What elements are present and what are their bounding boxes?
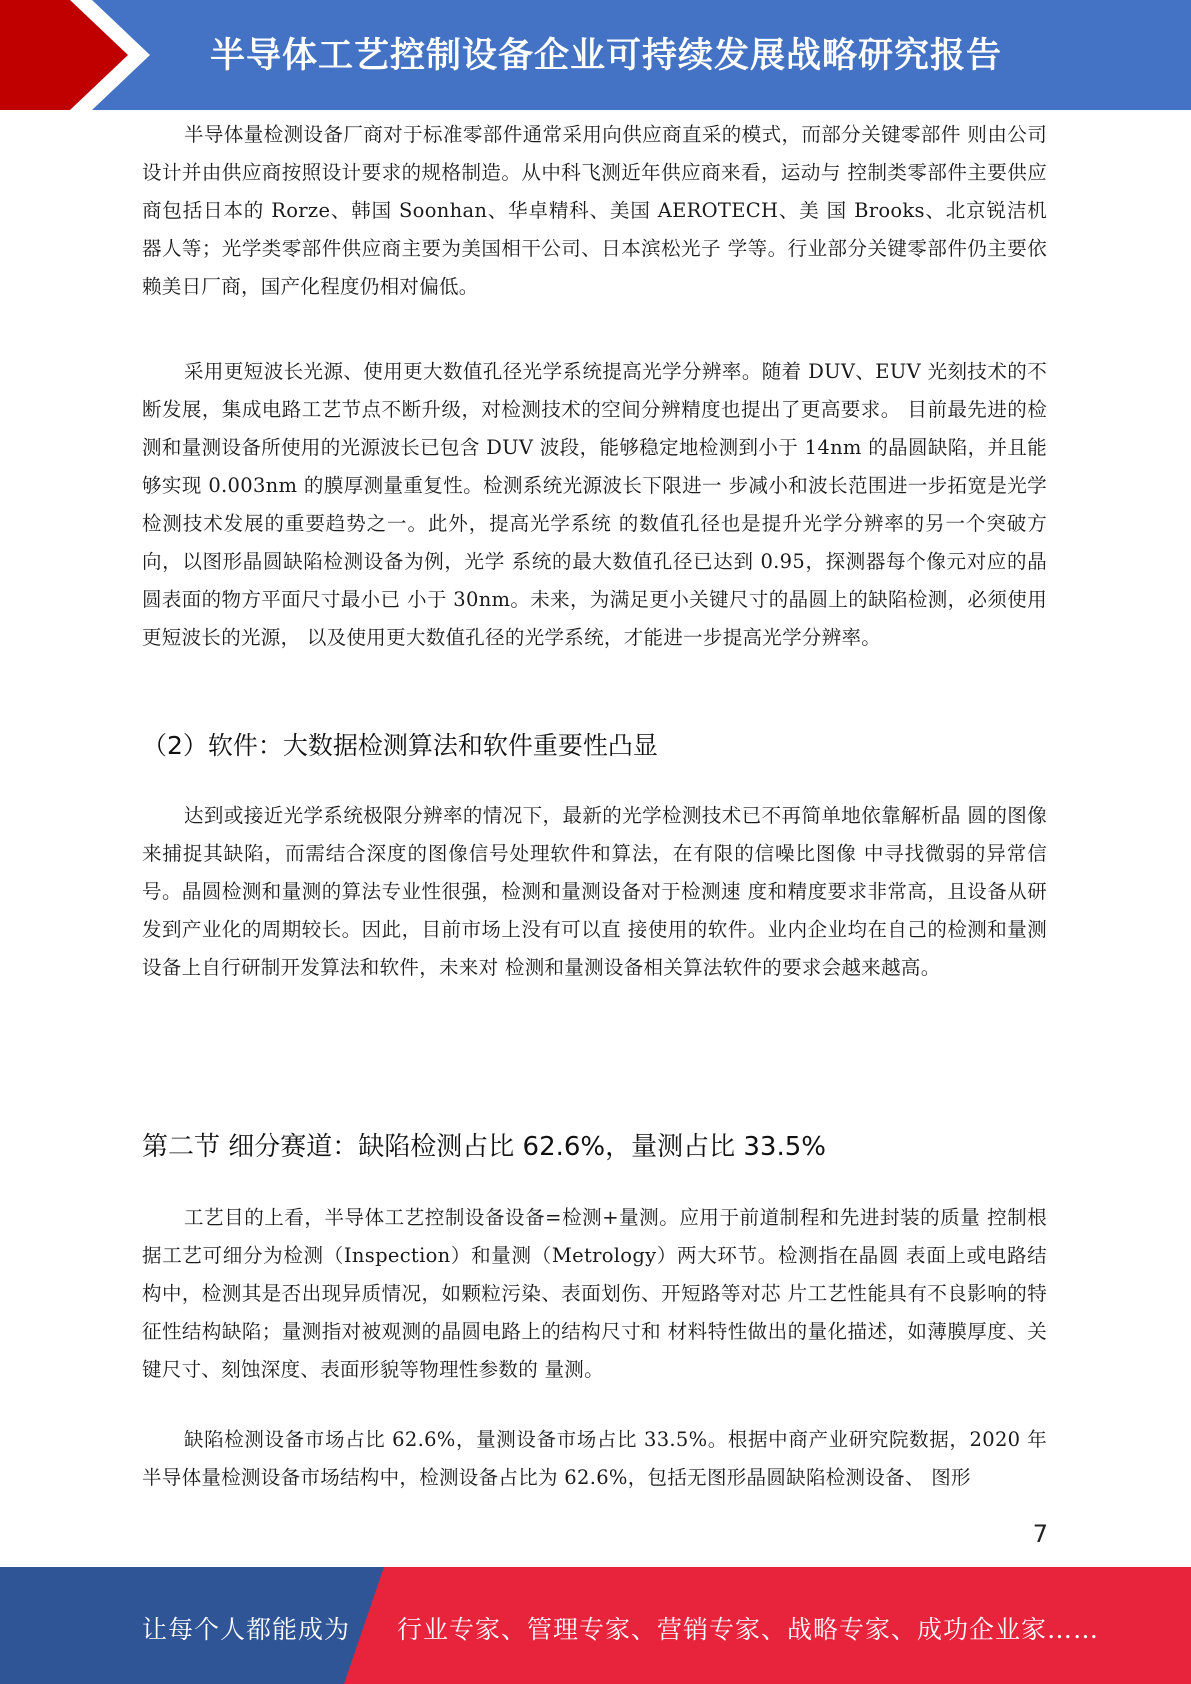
- footer-slogan-right: 行业专家、管理专家、营销专家、战略专家、成功企业家……: [397, 1615, 1100, 1644]
- header-red-block: [0, 0, 148, 110]
- subheading-software: （2）软件：大数据检测算法和软件重要性凸显: [142, 731, 658, 760]
- report-header: [0, 0, 1191, 110]
- footer-slogan-left: 让每个人都能成为: [142, 1615, 351, 1644]
- paragraph-optical-resolution: 采用更短波长光源、使用更大数值孔径光学系统提高光学分辨率。随着 DUV、EUV 光刻技术的不断发展，集成电路工艺节点不断升级，对检测技术的空间分辨精度也提出了更高要求。 目前最先进的检测和量测设备所使用的光源波长已包含 DUV 波段，能够稳定地检测到小于 14nm 的晶圆缺陷，并且能够实现 0.003nm 的膜厚测量重复性。检测系统光源波长下限进一 步减小和波长范围进一步拓宽是光学检测技术发展的重要趋势之一。此外，提高光学系统 的数值孔径也是提升光学分辨率的另一个突破方向，以图形晶圆缺陷检测设备为例，光学 系统的最大数值孔径已达到 0.95，探测器每个像元对应的晶圆表面的物方平面尺寸最小已 小于 30nm。未来，为满足更小关键尺寸的晶圆上的缺陷检测，必须使用更短波长的光源， 以及使用更大数值孔径的光学系统，才能进一步提高光学分辨率。: [142, 360, 1047, 649]
- paragraph-market-share: 缺陷检测设备市场占比 62.6%，量测设备市场占比 33.5%。根据中商产业研究院数据，2020 年半导体量检测设备市场结构中，检测设备占比为 62.6%，包括无图形晶圆缺陷检测设备、 图形: [142, 1428, 1047, 1489]
- page-number: 7: [1032, 1520, 1048, 1548]
- report-footer: [0, 1567, 1191, 1684]
- paragraph-software: 达到或接近光学系统极限分辨率的情况下，最新的光学检测技术已不再简单地依靠解析晶 圆的图像来捕捉其缺陷，而需结合深度的图像信号处理软件和算法，在有限的信噪比图像 中寻找微弱的异常信号。晶圆检测和量测的算法专业性很强，检测和量测设备对于检测速 度和精度要求非常高，且设备从研发到产业化的周期较长。因此，目前市场上没有可以直 接使用的软件。业内企业均在自己的检测和量测设备上自行研制开发算法和软件，未来对 检测和量测设备相关算法软件的要求会越来越高。: [142, 804, 1047, 979]
- report-title: 半导体工艺控制设备企业可持续发展战略研究报告: [210, 36, 1003, 76]
- paragraph-suppliers: 半导体量检测设备厂商对于标准零部件通常采用向供应商直采的模式，而部分关键零部件 则由公司设计并由供应商按照设计要求的规格制造。从中科飞测近年供应商来看，运动与 控制类零部件主要供应商包括日本的 Rorze、韩国 Soonhan、华卓精科、美国 AEROTECH、美 国 Brooks、北京锐洁机器人等；光学类零部件供应商主要为美国相干公司、日本滨松光子 学等。行业部分关键零部件仍主要依赖美日厂商，国产化程度仍相对偏低。: [142, 123, 1047, 298]
- paragraph-inspection-metrology: 工艺目的上看，半导体工艺控制设备设备=检测+量测。应用于前道制程和先进封装的质量 控制根据工艺可细分为检测（Inspection）和量测（Metrology）两大环节。检测指在晶圆 表面上或电路结构中，检测其是否出现异质情况，如颗粒污染、表面划伤、开短路等对芯 片工艺性能具有不良影响的特征性结构缺陷；量测指对被观测的晶圆电路上的结构尺寸和 材料特性做出的量化描述，如薄膜厚度、关键尺寸、刻蚀深度、表面形貌等物理性参数的 量测。: [142, 1206, 1047, 1381]
- section-heading: 第二节 细分赛道：缺陷检测占比 62.6%，量测占比 33.5%: [142, 1132, 826, 1162]
